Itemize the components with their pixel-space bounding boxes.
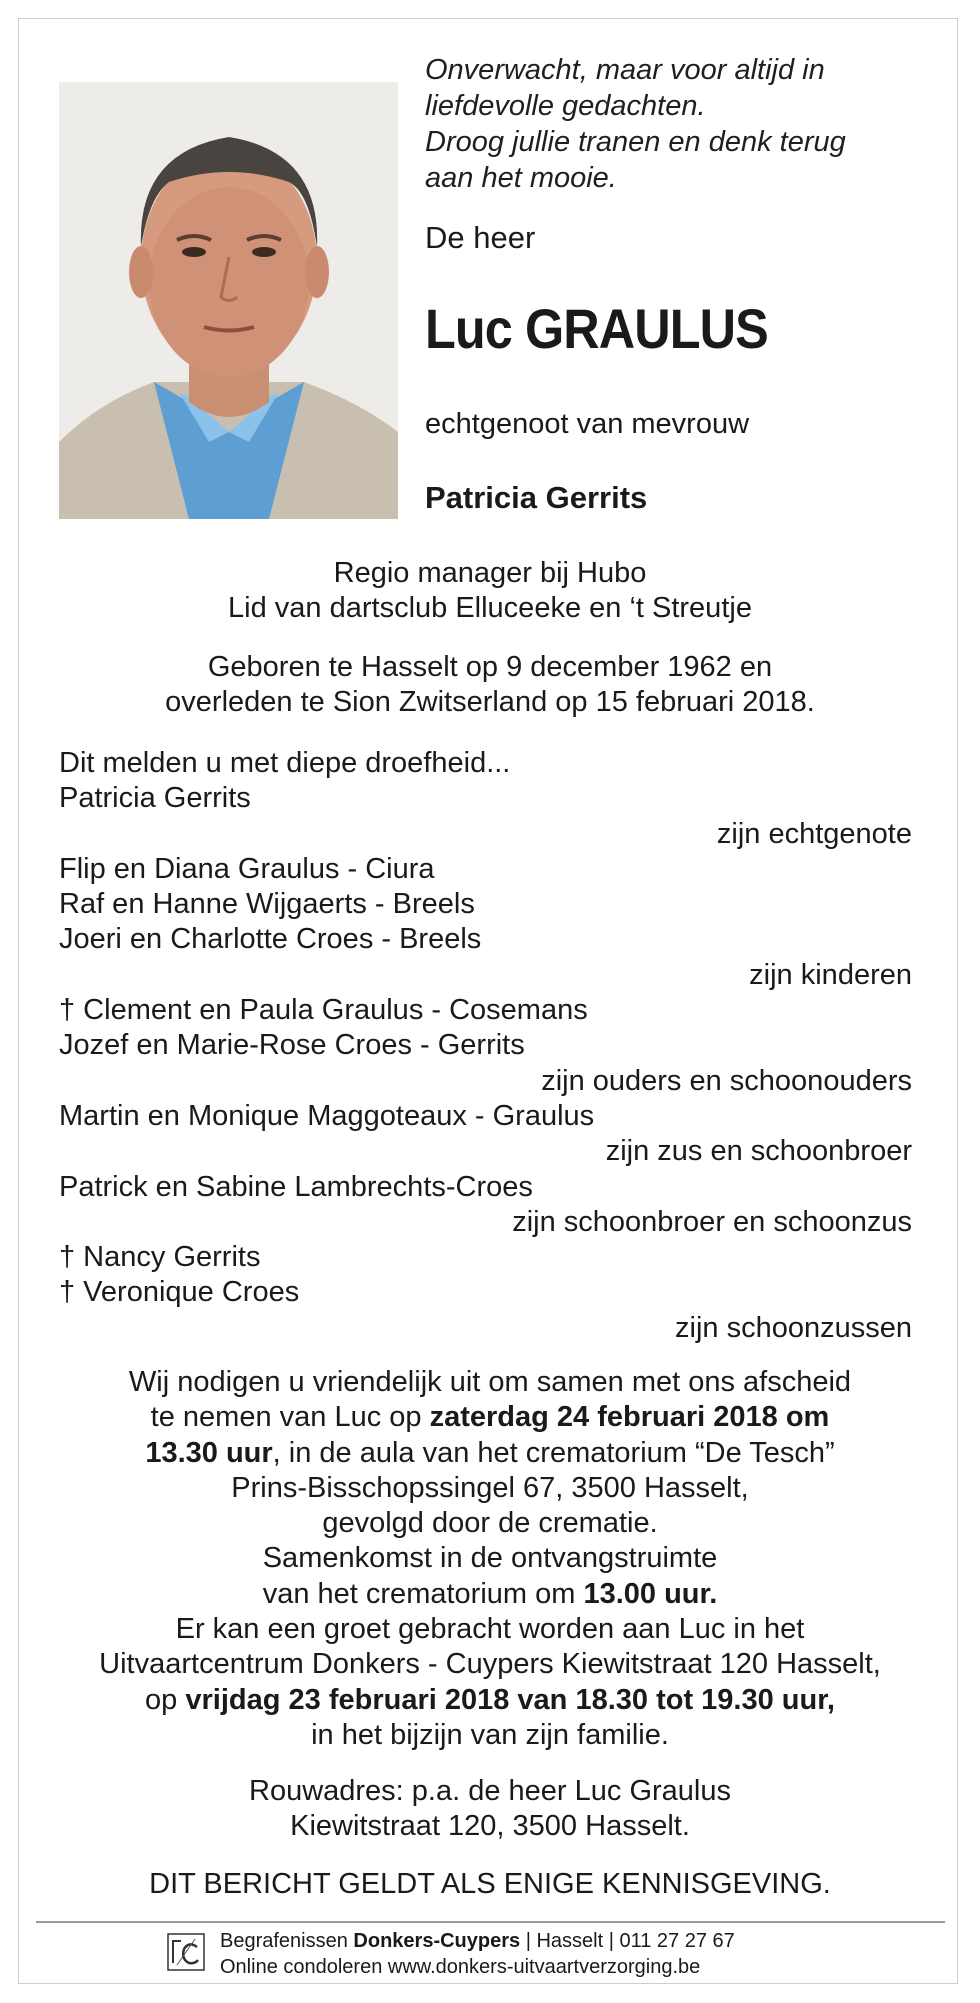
spouse-label: echtgenoot van mevrouw xyxy=(425,408,750,440)
ceremony-line: Wij nodigen u vriendelijk uit om samen met ons afscheid xyxy=(128,1366,852,1398)
deceased-name: Luc GRAULUS xyxy=(425,297,768,360)
ceremony-text: te nemen van Luc op xyxy=(150,1401,430,1434)
family-member: Flip en Diana Graulus - Ciura xyxy=(59,852,435,885)
family-list xyxy=(59,746,912,1346)
footer-brand: Donkers-Cuypers xyxy=(353,1930,521,1952)
family-member: Dit melden u met diepe droefheid... xyxy=(59,747,511,779)
address-line: Kiewitstraat 120, 3500 Hasselt. xyxy=(290,1810,690,1842)
birth-death-section xyxy=(40,650,940,720)
footer-text xyxy=(220,1928,735,1980)
family-member: † Veronique Croes xyxy=(59,1276,300,1309)
ceremony-line: Uitvaartcentrum Donkers - Cuypers Kiewitstraat 120 Hasselt, xyxy=(99,1648,881,1681)
family-relation-label: zijn schoonzussen xyxy=(675,1311,912,1344)
ceremony-text: van het crematorium om xyxy=(262,1577,584,1610)
family-member: Joeri en Charlotte Croes - Breels xyxy=(59,923,482,956)
motto-line: liefdevolle gedachten. xyxy=(425,90,706,122)
role-line: Lid van dartsclub Elluceeke en ‘t Streutje xyxy=(228,592,752,624)
birth-line: Geboren te Hasselt op 9 december 1962 en xyxy=(207,651,773,683)
family-member: Raf en Hanne Wijgaerts - Breels xyxy=(59,888,475,921)
ceremony-line: gevolgd door de crematie. xyxy=(322,1507,658,1540)
motto-line: aan het mooie. xyxy=(425,162,617,194)
ceremony-text: , in de aula van het crematorium “De Tesch” xyxy=(272,1436,835,1469)
ceremony-line: Prins-Bisschopssingel 67, 3500 Hasselt, xyxy=(231,1471,749,1504)
family-relation-label: zijn echtgenote xyxy=(716,817,912,850)
family-member: Patrick en Sabine Lambrechts-Croes xyxy=(59,1170,533,1203)
family-member: † Clement en Paula Graulus - Cosemans xyxy=(59,994,588,1027)
death-line: overleden te Sion Zwitserland op 15 februari 2018. xyxy=(165,686,815,718)
ceremony-line xyxy=(40,1436,940,1471)
ceremony-line xyxy=(40,1577,940,1612)
family-member: Martin en Monique Maggoteaux - Graulus xyxy=(59,1099,595,1132)
ceremony-line xyxy=(40,1683,940,1718)
footer-contact: | Hasselt | 011 27 27 67 xyxy=(520,1930,735,1952)
ceremony-time: 13.30 uur xyxy=(145,1436,273,1469)
motto-line: Onverwacht, maar voor altijd in xyxy=(425,54,825,86)
family-relation-label: zijn zus en schoonbroer xyxy=(605,1135,912,1168)
ceremony-line: in het bijzijn van zijn familie. xyxy=(311,1718,669,1751)
family-member: † Nancy Gerrits xyxy=(59,1241,261,1274)
ceremony-line: Samenkomst in de ontvangstruimte xyxy=(262,1542,718,1575)
visitation-time: vrijdag 23 februari 2018 van 18.30 tot 19.30 uur, xyxy=(185,1683,835,1716)
family-relation-label: zijn schoonbroer en schoonzus xyxy=(512,1205,912,1238)
memorial-motto xyxy=(425,52,945,196)
ceremony-text: op xyxy=(145,1683,186,1716)
portrait-photo xyxy=(59,82,398,519)
spouse-name: Patricia Gerrits xyxy=(425,480,648,515)
ceremony-section xyxy=(40,1365,940,1753)
family-member: Jozef en Marie-Rose Croes - Gerrits xyxy=(59,1029,525,1062)
role-line: Regio manager bij Hubo xyxy=(333,557,647,589)
ceremony-line: Er kan een groet gebracht worden aan Luc in het xyxy=(175,1613,805,1646)
ceremony-line xyxy=(40,1400,940,1435)
footer-prefix: Begrafenissen xyxy=(220,1930,354,1952)
family-relation-label: zijn ouders en schoonouders xyxy=(541,1064,912,1097)
address-line: Rouwadres: p.a. de heer Luc Graulus xyxy=(249,1775,731,1807)
mourning-address xyxy=(40,1774,940,1844)
family-member: Patricia Gerrits xyxy=(59,782,251,815)
honorific-prefix: De heer xyxy=(425,220,536,255)
footer-divider xyxy=(36,1921,945,1923)
funeral-home-logo-icon xyxy=(167,1933,205,1971)
gathering-time: 13.00 uur. xyxy=(583,1577,718,1610)
family-relation-label: zijn kinderen xyxy=(749,958,912,991)
ceremony-date: zaterdag 24 februari 2018 om xyxy=(429,1401,830,1434)
roles-section xyxy=(40,556,940,626)
footer-line-2: Online condoleren www.donkers-uitvaartverzorging.be xyxy=(220,1956,701,1978)
motto-line: Droog jullie tranen en denk terug xyxy=(425,126,846,158)
footer-line-1 xyxy=(220,1928,735,1954)
official-notice: DIT BERICHT GELDT ALS ENIGE KENNISGEVING. xyxy=(149,1868,831,1900)
